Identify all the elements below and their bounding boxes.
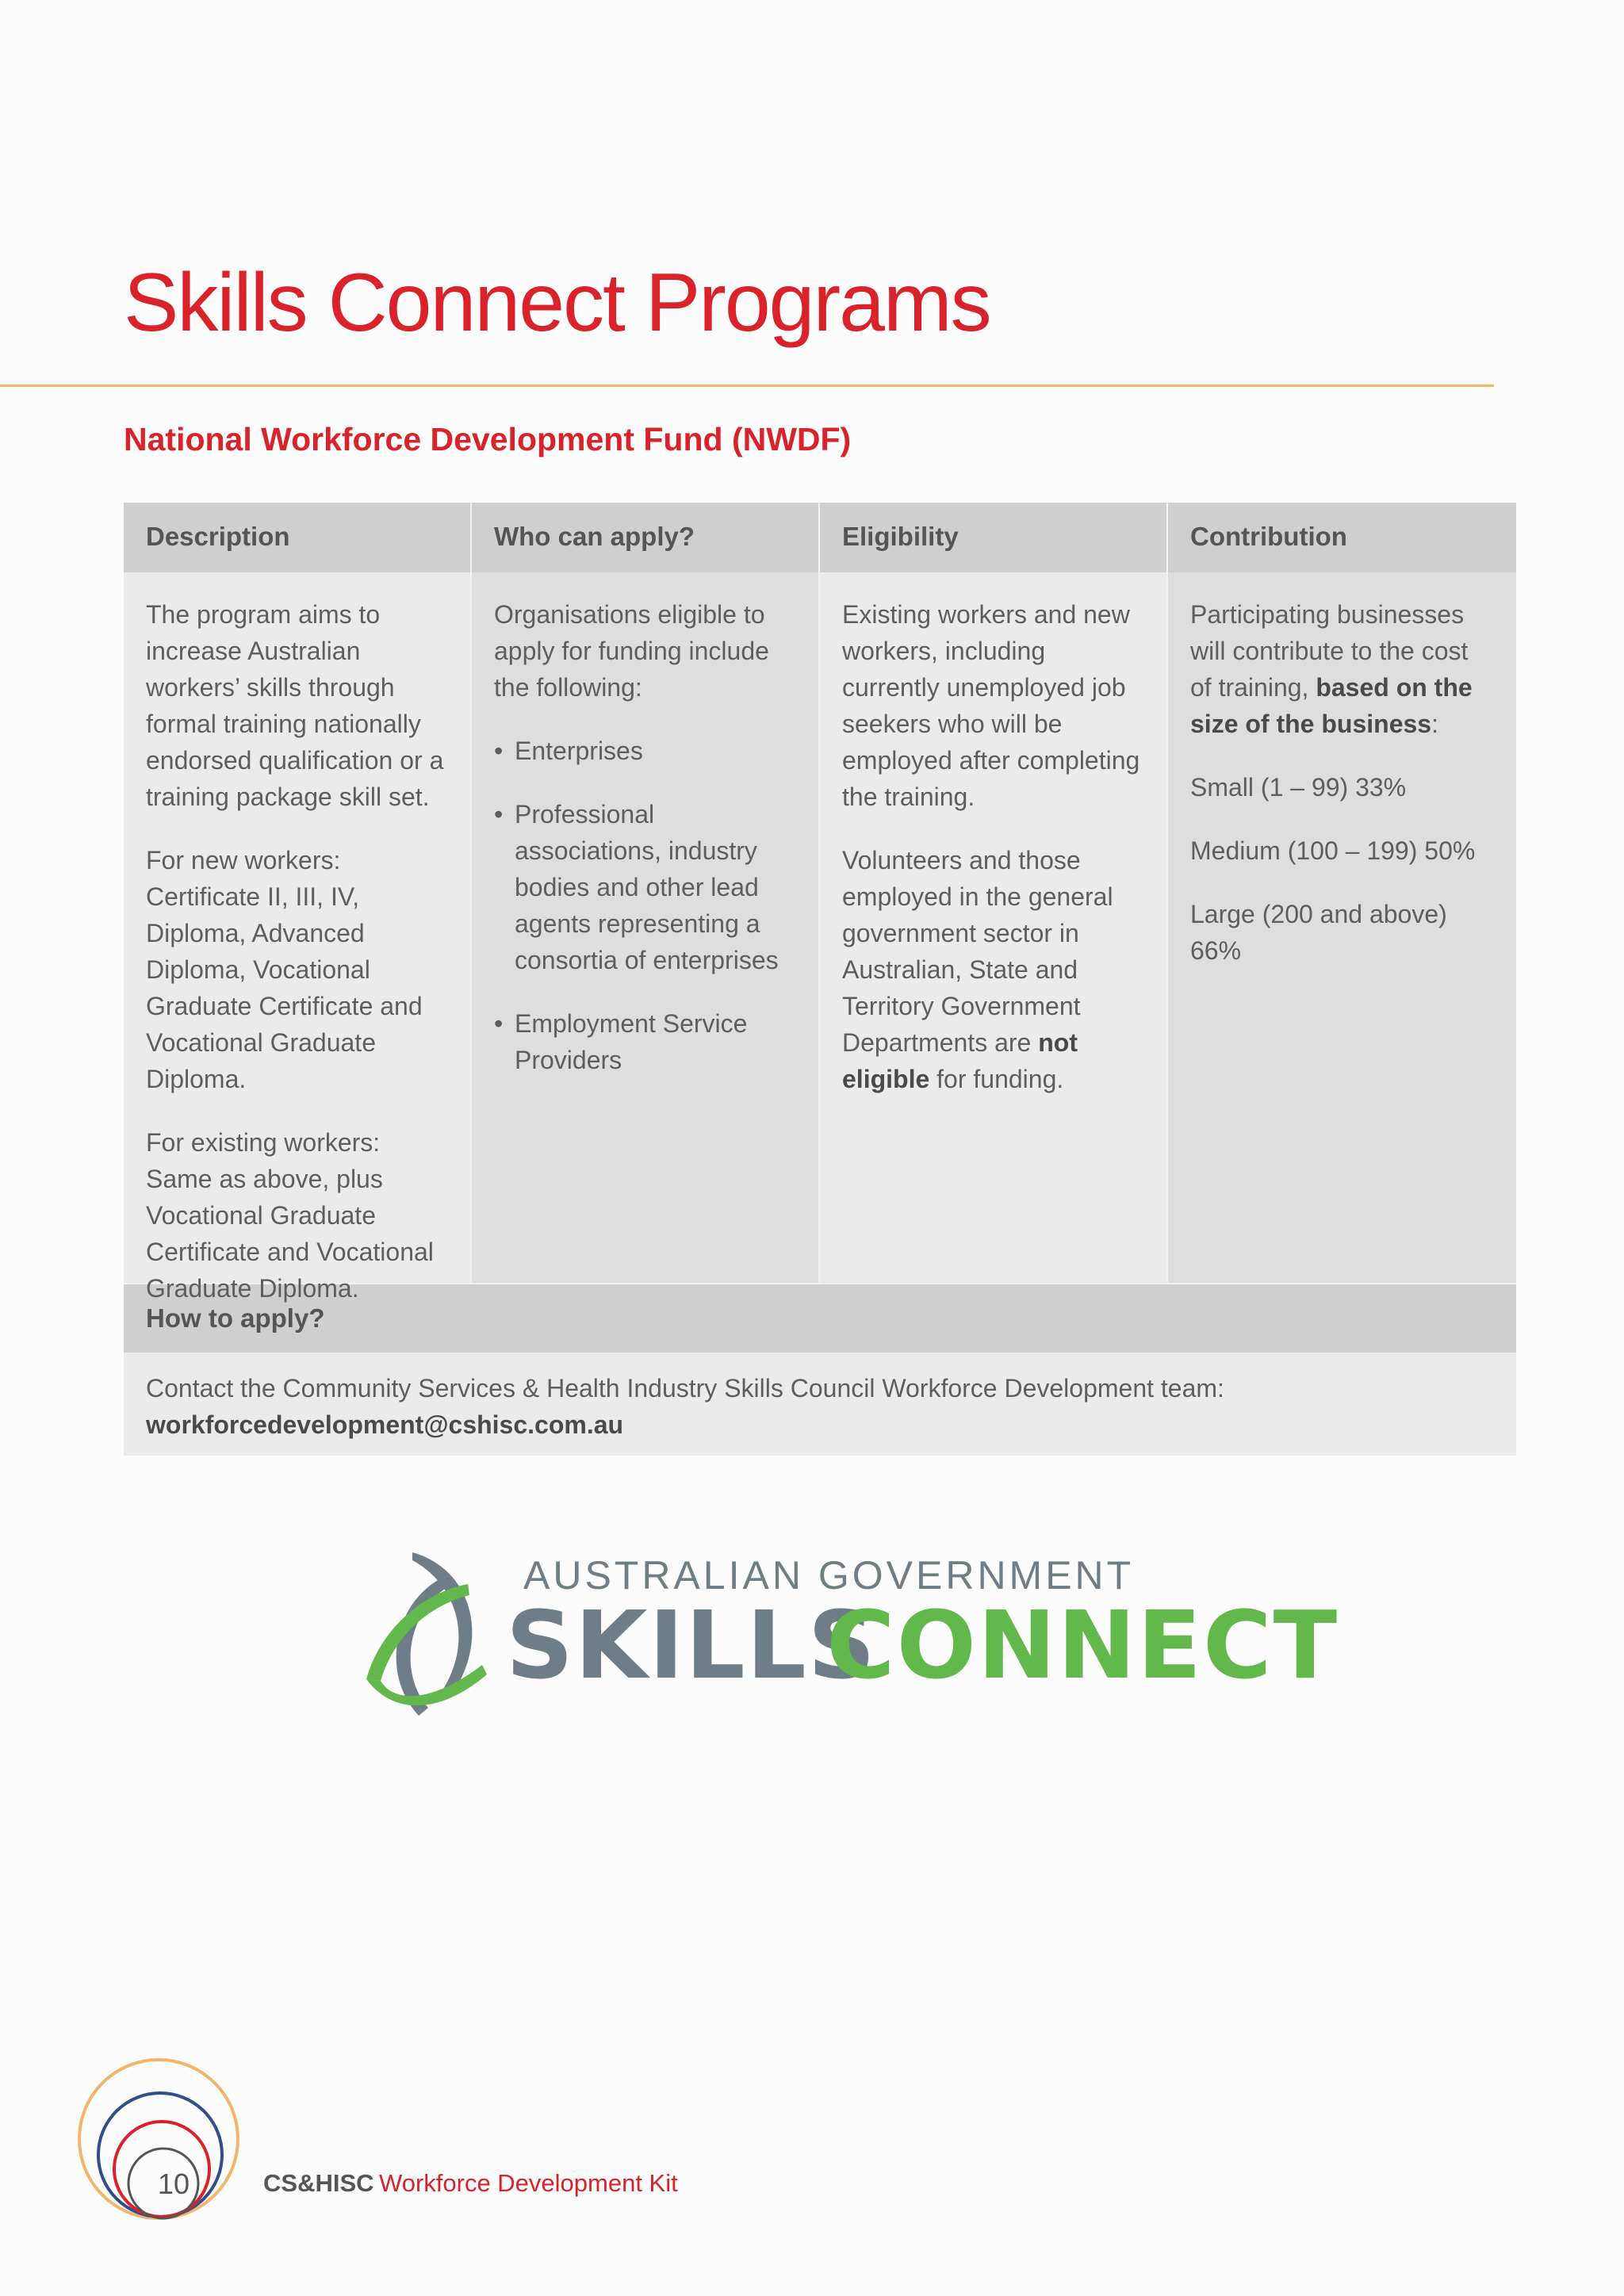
- not-eligible-emphasis: not eligible: [842, 1028, 1078, 1093]
- logo-word-connect: CONNECT: [826, 1590, 1339, 1700]
- logo-line-australian-government: AUSTRALIAN GOVERNMENT: [523, 1553, 1135, 1598]
- how-to-apply-body: [124, 1353, 1516, 1456]
- description-paragraph: For existing workers: Same as above, plus Vocational Graduate Certificate and Vocational Graduate Diploma.: [146, 1128, 434, 1303]
- list-item: • Enterprises: [494, 733, 798, 769]
- contact-email-link[interactable]: workforcedevelopment@cshisc.com.au: [146, 1410, 624, 1439]
- bullet-icon: •: [494, 800, 504, 828]
- nwdf-table: [124, 503, 1516, 1456]
- bullet-icon: •: [494, 1009, 504, 1038]
- logo-word-skills: SKILLS: [506, 1590, 877, 1700]
- applicant-list: [494, 733, 798, 1078]
- title-divider: [0, 385, 1494, 387]
- who-can-apply-intro: Organisations eligible to apply for funding include the following:: [494, 600, 769, 702]
- description-paragraph: The program aims to increase Australian workers’ skills through formal training nationally endorsed qualification or a training package skill set.: [146, 600, 444, 811]
- description-paragraph: For new workers: Certificate II, III, IV, Diploma, Advanced Diploma, Vocational Graduate Certificate and Vocational Graduate Diploma.: [146, 846, 423, 1093]
- eligibility-cell: [820, 572, 1168, 1283]
- how-to-apply-heading: How to apply?: [124, 1283, 1516, 1353]
- footer-kit-title: Workforce Development Kit: [379, 2169, 678, 2197]
- bullet-icon: •: [494, 737, 504, 765]
- page-number: 10: [157, 2168, 190, 2200]
- contribution-tier-medium: Medium (100 – 199) 50%: [1190, 836, 1476, 865]
- contribution-cell: [1168, 572, 1516, 1283]
- contribution-tier-large: Large (200 and above) 66%: [1190, 900, 1447, 965]
- eligibility-paragraph: Volunteers and those employed in the general government sector in Australian, State and Territory Government Departments are not eligible for funding.: [842, 846, 1113, 1093]
- header-eligibility: Eligibility: [820, 503, 1168, 572]
- footer-org: CS&HISC: [263, 2169, 374, 2197]
- skills-connect-logo: [363, 1546, 1339, 1728]
- how-to-apply-text: Contact the Community Services & Health Industry Skills Council Workforce Development team:: [146, 1374, 1224, 1402]
- eligibility-paragraph: Existing workers and new workers, including currently unemployed job seekers who will be employed after completing the training.: [842, 600, 1140, 811]
- who-can-apply-cell: [472, 572, 820, 1283]
- section-subtitle: National Workforce Development Fund (NWDF): [124, 421, 852, 457]
- table-body-row: [124, 572, 1516, 1303]
- header-contribution: Contribution: [1168, 503, 1516, 572]
- page-title: Skills Connect Programs: [124, 257, 990, 349]
- list-item: • Employment Service Providers: [494, 1005, 798, 1078]
- contribution-tier-small: Small (1 – 99) 33%: [1190, 773, 1407, 802]
- contribution-intro: Participating businesses will contribute to the cost of training, based on the size of the business:: [1190, 600, 1473, 738]
- description-cell: [124, 572, 472, 1303]
- size-emphasis: based on the size of the business: [1190, 673, 1473, 738]
- swoosh-emblem-icon: [363, 1546, 506, 1728]
- header-description: Description: [124, 503, 472, 572]
- list-item: • Professional associations, industry bodies and other lead agents representing a consortia of enterprises: [494, 796, 798, 978]
- table-header-row: [124, 503, 1516, 572]
- header-who-can-apply: Who can apply?: [472, 503, 820, 572]
